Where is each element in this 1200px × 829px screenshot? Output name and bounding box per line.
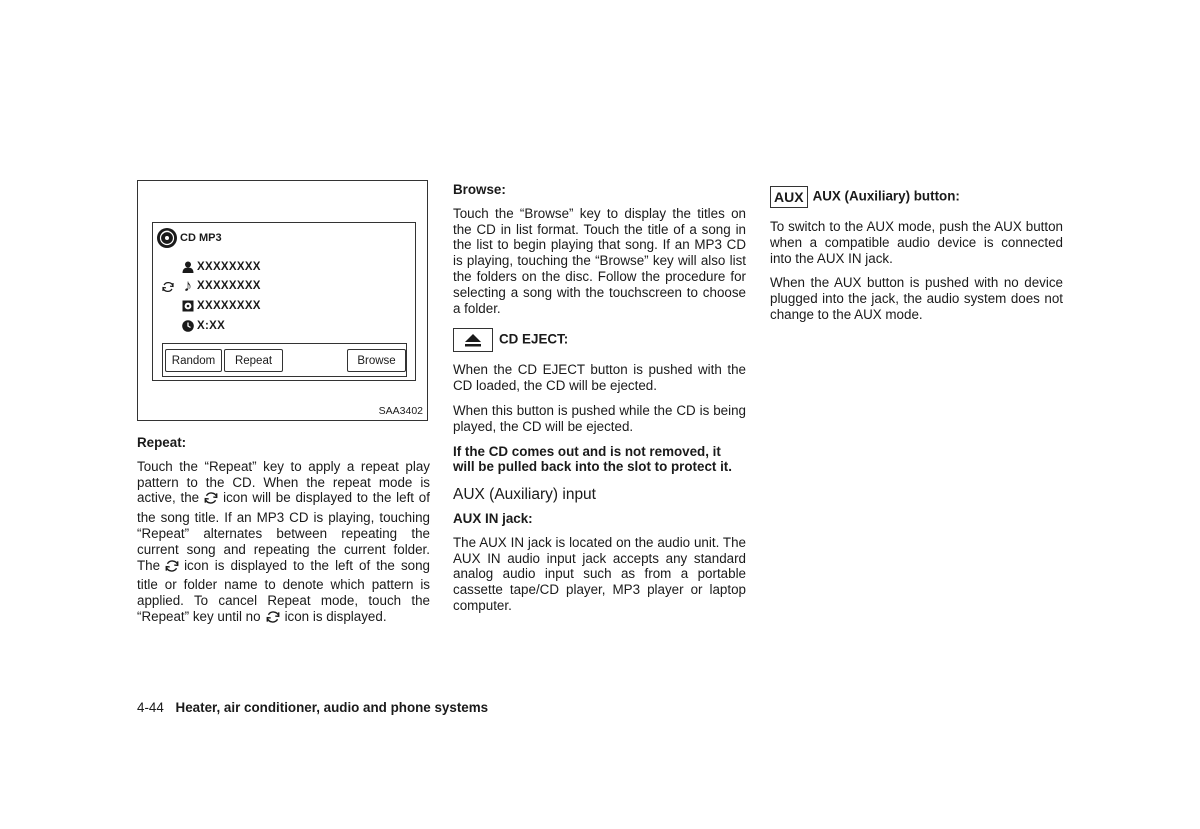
repeat-button[interactable]: Repeat: [224, 349, 283, 372]
browse-text: Touch the “Browse” key to display the titles on the CD in list format. Touch the title of a song in the list to begin playing that song. If an MP3 CD is playing, touching the “Browse” key will also list the folders on the disc. Follow the procedure for selecting a song with the touchscreen to choose a folder.: [453, 205, 746, 316]
disc-type-label: CD MP3: [180, 232, 222, 244]
repeat-icon: [164, 558, 180, 578]
song-row[interactable]: [181, 276, 261, 295]
aux-button-p2: When the AUX button is pushed with no device plugged into the jack, the audio system does not change to the AUX mode.: [770, 275, 1063, 322]
artist-text: XXXXXXXX: [197, 261, 261, 273]
cd-eject-warning: If the CD comes out and is not removed, it will be pulled back into the slot to protect it.: [453, 443, 732, 475]
cd-eject-p2: When this button is pushed while the CD is being played, the CD will be ejected.: [453, 402, 746, 434]
aux-button-heading-row: [770, 186, 1063, 208]
audio-screen-figure: [137, 180, 428, 421]
artist-icon: [181, 261, 195, 273]
page-footer: [137, 700, 488, 715]
repeat-icon: [203, 490, 219, 510]
aux-button-section: [770, 186, 1063, 332]
cd-eject-heading: CD EJECT:: [499, 331, 569, 347]
repeat-text-4: icon is displayed.: [284, 608, 387, 624]
aux-input-title: AUX (Auxiliary) input: [453, 486, 596, 504]
album-icon: [181, 300, 195, 312]
album-text: XXXXXXXX: [197, 300, 261, 312]
button-bar: [162, 343, 407, 377]
repeat-paragraph: [137, 459, 430, 629]
time-row: [181, 320, 225, 332]
disc-icon: [156, 227, 178, 249]
figure-code: SAA3402: [378, 405, 423, 417]
chapter-title: Heater, air conditioner, audio and phone systems: [175, 700, 489, 715]
aux-icon: AUX: [770, 186, 808, 208]
repeat-icon: [265, 609, 281, 629]
repeat-section: [137, 435, 430, 638]
browse-heading: Browse:: [453, 182, 506, 197]
repeat-text-2: icon will be displayed to the left of the song title. If an MP3 CD is playing, touching “Repeat” alternates between repeating the current song and repeating the current folder. The: [137, 490, 430, 573]
disc-header: [156, 227, 222, 249]
aux-button-heading: AUX (Auxiliary) button:: [812, 188, 960, 204]
aux-button-p1: To switch to the AUX mode, push the AUX button when a compatible audio device is connected into the AUX IN jack.: [770, 219, 1063, 266]
repeat-indicator-icon: [161, 280, 175, 299]
middle-column: [453, 182, 746, 623]
song-text: XXXXXXXX: [197, 280, 261, 292]
aux-jack-heading: AUX IN jack:: [453, 510, 533, 526]
browse-button[interactable]: Browse: [347, 349, 406, 372]
display-screen: [152, 222, 416, 381]
page-number: 4-44: [137, 700, 164, 715]
repeat-text-3: icon is displayed to the left of the song title or folder name to denote which pattern is applied. To cancel Repeat mode, touch the “Repeat” key until no: [137, 557, 430, 624]
music-note-icon: ♪: [183, 276, 193, 295]
aux-jack-text: The AUX IN jack is located on the audio unit. The AUX IN audio input jack accepts any standard analog audio input such as from a portable cassette tape/CD player, MP3 player or laptop computer.: [453, 534, 746, 613]
artist-row[interactable]: [181, 261, 261, 273]
cd-eject-p1: When the CD EJECT button is pushed with the CD loaded, the CD will be ejected.: [453, 362, 746, 394]
random-button[interactable]: Random: [165, 349, 222, 372]
time-text: X:XX: [197, 320, 226, 332]
clock-icon: [181, 320, 195, 332]
repeat-heading: Repeat:: [137, 435, 187, 450]
cd-eject-heading-row: [453, 328, 746, 352]
album-row[interactable]: [181, 300, 261, 312]
eject-icon: [453, 328, 493, 352]
repeat-text-1: Touch the “Repeat” key to apply a repeat play pattern to the CD. When the repeat mode is active, the: [137, 458, 430, 506]
